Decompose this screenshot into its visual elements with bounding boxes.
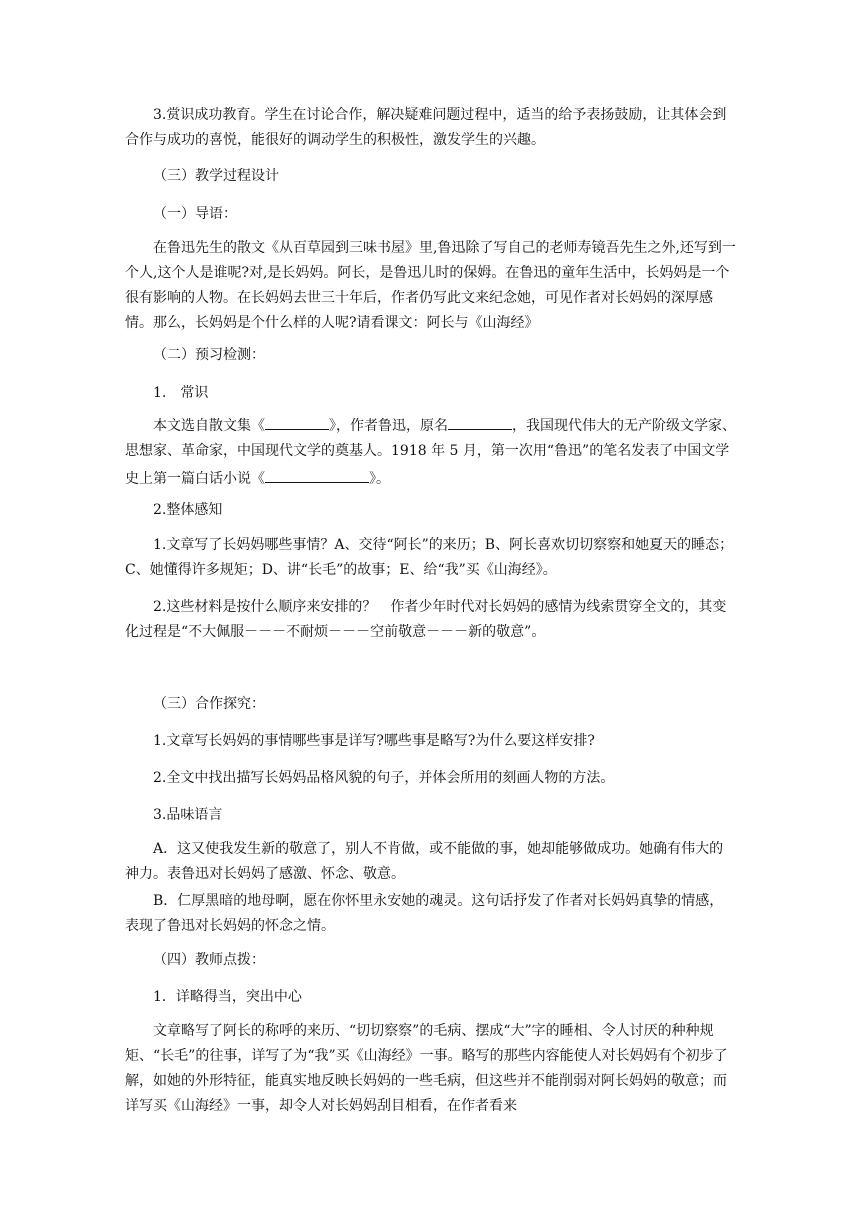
blank-original-name[interactable] [448,411,512,430]
heading-teacher-guidance: （四）教师点拨： [153,952,265,968]
heading-preview: （二）预习检测： [153,347,265,363]
blank-collection-name[interactable] [265,411,329,430]
paragraph-coop-2: 2.全文中找出描写长妈妈品格风貌的句子，并体会所用的刻画人物的方法。 [153,770,615,786]
heading-common-knowledge: 1. 常识 [153,385,209,401]
fill-text-d: 》。 [369,471,390,487]
paragraph-language-b: B．仁厚黑暗的地母啊，愿在你怀里永安她的魂灵。这句话抒发了作者对长妈妈真挚的情感，表现了鲁迅对长妈妈的怀念之情。 [125,893,724,934]
paragraph-appreciation: 3.赏识成功教育。学生在讨论合作，解决疑难问题过程中，适当的给予表扬鼓励，让其体会到合作与成功的喜悦，能很好的调动学生的积极性，激发学生的兴趣。 [125,107,727,148]
fill-text-b: 》，作者鲁迅，原名 [329,418,448,434]
paragraph-guidance-2: 文章略写了阿长的称呼的来历、“切切察察”的毛病、摆成“大”字的睡相、令人讨厌的种种规矩、“长毛”的往事，详写了为“我”买《山海经》一事。略写的那些内容能使人对长妈妈有个初步了解，如她的外形特征，能真实地反映长妈妈的一些毛病，但这些并不能削弱对阿长妈妈的敬意；而详写买《山海经》一事，却令人对长妈妈刮目相看，在作者看来 [125,1023,728,1114]
heading-intro: （一）导语： [153,206,237,222]
paragraph-fill-blanks [125,411,737,492]
heading-teaching-process: （三）教学过程设计 [153,168,279,184]
paragraph-language-a: A．这又使我发生新的敬意了，别人不肯做，或不能做的事，她却能够做成功。她确有伟大的神力。表鲁迅对长妈妈了感激、怀念、敬意。 [125,841,724,882]
paragraph-coop-1: 1.文章写长妈妈的事情哪些事是详写?哪些事是略写?为什么要这样安排? [153,733,595,749]
heading-cooperation: （三）合作探究： [153,696,265,712]
heading-overall-perception: 2.整体感知 [153,502,223,518]
paragraph-guidance-1: 1．详略得当，突出中心 [153,989,302,1005]
paragraph-coop-3: 3.品味语言 [153,807,223,823]
paragraph-intro: 在鲁迅先生的散文《从百草园到三味书屋》里,鲁迅除了写自己的老师寿镜吾先生之外,还写到一个人,这个人是谁呢?对,是长妈妈。阿长，是鲁迅儿时的保姆。在鲁迅的童年生活中，长妈妈是一个很有影响的人物。在长妈妈去世三十年后，作者仍写此文来纪念她，可见作者对长妈妈的深厚感情。那么，长妈妈是个什么样的人呢?请看课文：阿长与《山海经》 [125,240,736,331]
blank-first-novel[interactable] [265,464,369,483]
fill-text-c: ，我国现代伟大的无产阶级文学家、思想家、革命家，中国现代文学的奠基人。1918 年 5 月，第一次用“鲁迅”的笔名发表了中国文学史上第一篇白话小说《 [125,418,736,487]
fill-text-a: 本文选自散文集《 [153,418,265,434]
paragraph-question-2: 2.这些材料是按什么顺序来安排的？ 作者少年时代对长妈妈的感情为线索贯穿全文的，其变化过程是“不大佩服－－－不耐烦－－－空前敬意－－－新的敬意”。 [125,599,727,640]
paragraph-question-1: 1.文章写了长妈妈哪些事情？A、交待“阿长”的来历；B、阿长喜欢切切察察和她夏天的睡态；C、她懂得许多规矩；D、讲“长毛”的故事；E、给“我”买《山海经》。 [125,537,734,578]
